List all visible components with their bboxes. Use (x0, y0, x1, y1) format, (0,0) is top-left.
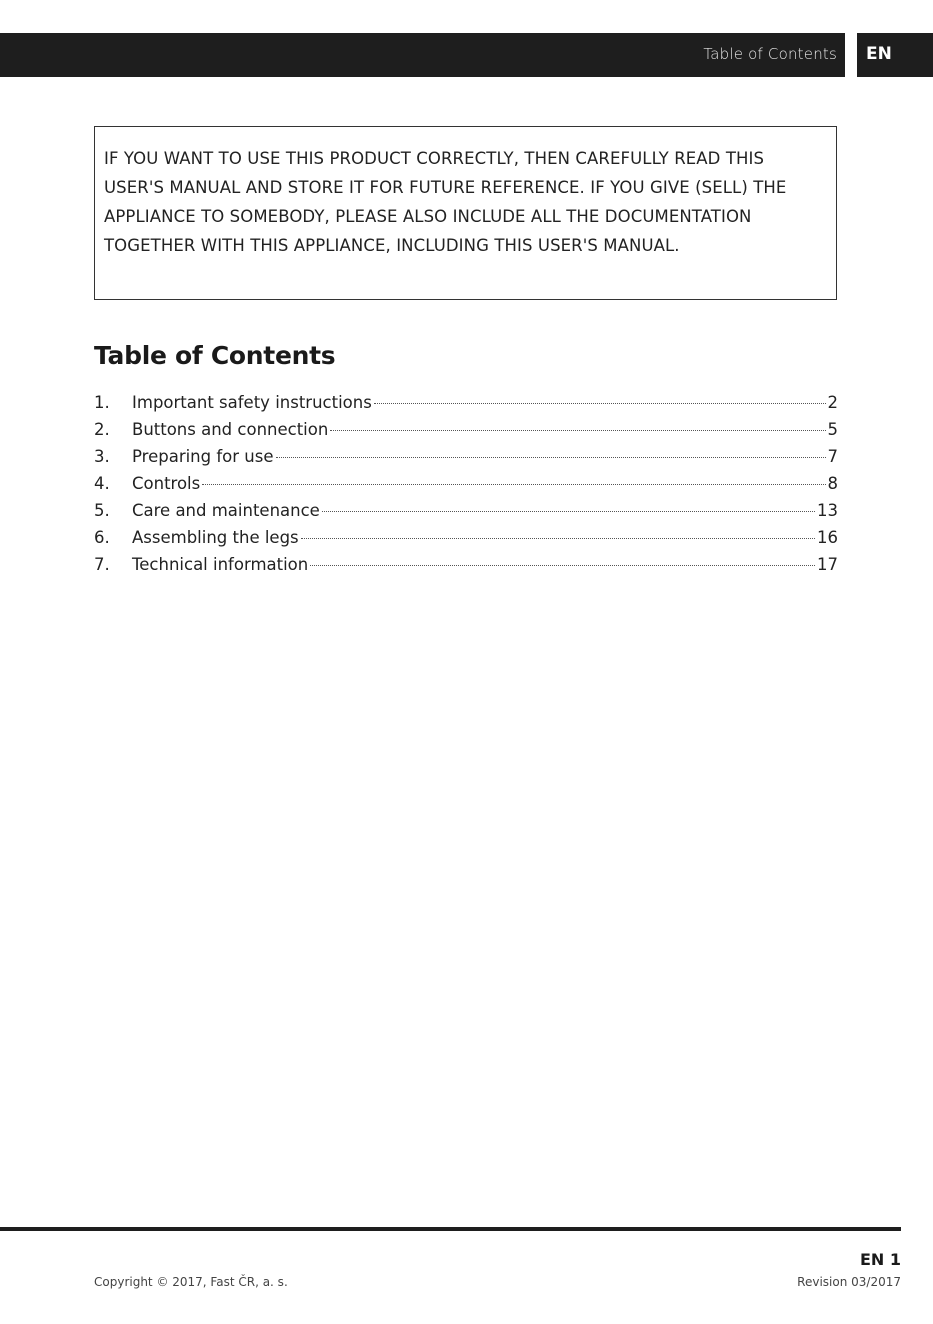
toc-leader-dots (322, 511, 815, 512)
notice-box (94, 126, 837, 300)
footer-revision: Revision 03/2017 (797, 1275, 901, 1289)
page-title: Table of Contents (94, 341, 336, 370)
toc-entry[interactable] (94, 528, 838, 555)
toc-entry-page: 7 (827, 447, 838, 466)
toc-entry-page: 5 (827, 420, 838, 439)
toc-entry-label: Buttons and connection (132, 420, 329, 439)
language-badge (857, 33, 933, 77)
toc-entry-number: 3. (94, 447, 110, 466)
toc-entry-number: 7. (94, 555, 110, 574)
footer-copyright: Copyright © 2017, Fast ČR, a. s. (94, 1275, 288, 1289)
toc-entry[interactable] (94, 501, 838, 528)
language-label: EN (866, 44, 892, 64)
toc-leader-dots (374, 403, 826, 404)
toc-entry-page: 16 (817, 528, 838, 547)
toc-entry-label: Technical information (132, 555, 309, 574)
toc-leader-dots (202, 484, 825, 485)
toc-leader-dots (301, 538, 815, 539)
toc-entry-page: 13 (817, 501, 838, 520)
toc-entry-number: 2. (94, 420, 110, 439)
header-bar (0, 33, 845, 77)
footer-page-number: EN 1 (859, 1250, 901, 1269)
toc-entry-page: 2 (827, 393, 838, 412)
toc-entry-label: Controls (132, 474, 201, 493)
toc-entry-label: Assembling the legs (132, 528, 299, 547)
toc-entry[interactable] (94, 447, 838, 474)
toc-entry-page: 17 (817, 555, 838, 574)
toc-leader-dots (310, 565, 815, 566)
toc-entry-label: Preparing for use (132, 447, 274, 466)
toc-entry[interactable] (94, 474, 838, 501)
toc-leader-dots (330, 430, 825, 431)
toc-entry-number: 5. (94, 501, 110, 520)
toc-list (94, 393, 838, 582)
toc-entry-page: 8 (827, 474, 838, 493)
toc-entry[interactable] (94, 420, 838, 447)
toc-entry-number: 6. (94, 528, 110, 547)
toc-entry-label: Important safety instructions (132, 393, 372, 412)
toc-entry-number: 4. (94, 474, 110, 493)
header-section-title: Table of Contents (703, 45, 837, 63)
toc-entry[interactable] (94, 393, 838, 420)
toc-entry-label: Care and maintenance (132, 501, 320, 520)
toc-entry-number: 1. (94, 393, 110, 412)
toc-leader-dots (276, 457, 826, 458)
notice-text: IF YOU WANT TO USE THIS PRODUCT CORRECTLY, THEN CAREFULLY READ THIS USER'S MANUAL AND STORE IT FOR FUTURE REFERENCE. IF YOU GIVE (SELL) THE APPLIANCE TO SOMEBODY, PLEASE ALSO INCLUDE ALL THE DOCUMENTATION TOGETHER WITH THIS APPLIANCE, INCLUDING THIS USER'S MANUAL. (104, 149, 787, 255)
toc-entry[interactable] (94, 555, 838, 582)
footer-divider (0, 1227, 901, 1231)
